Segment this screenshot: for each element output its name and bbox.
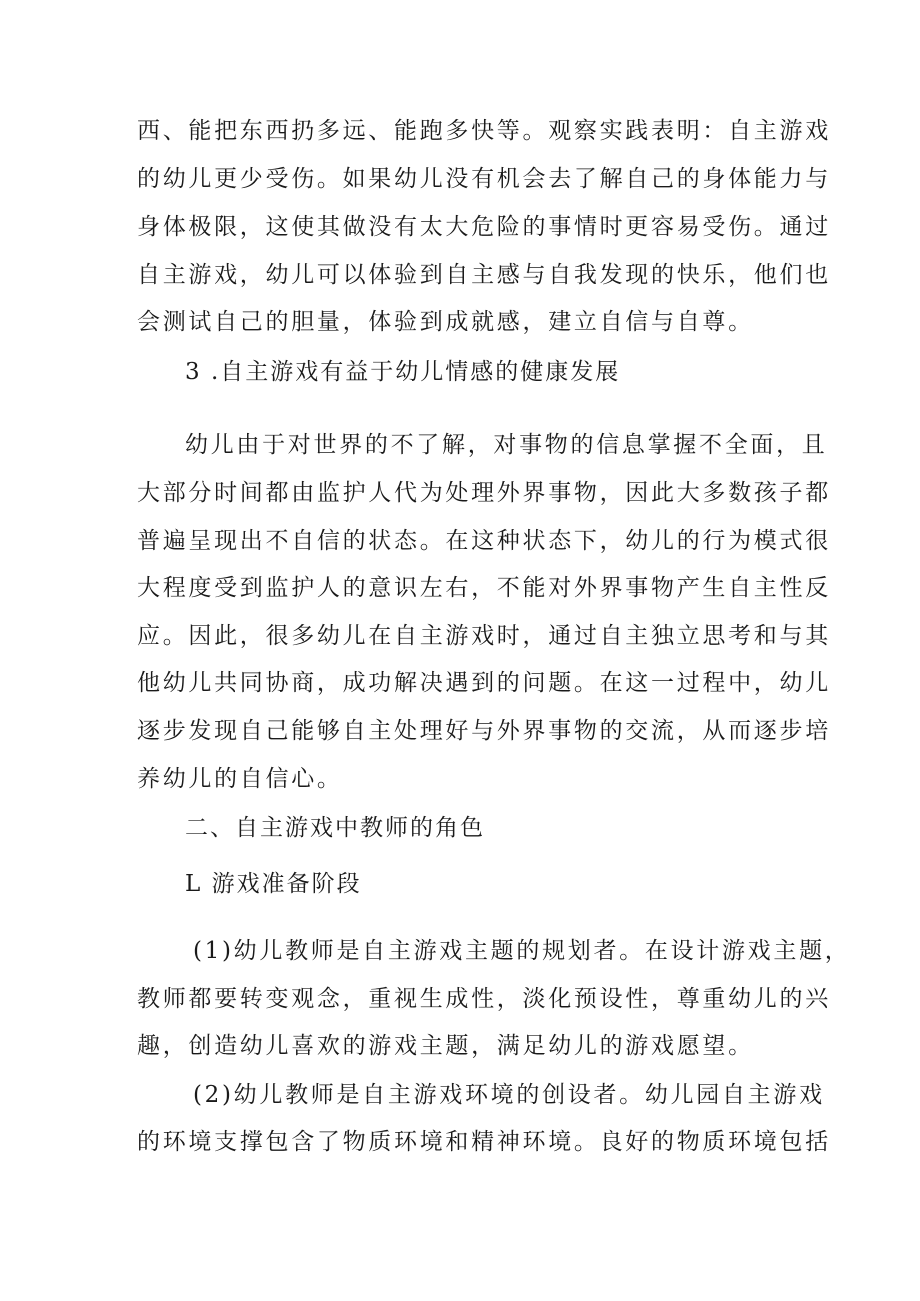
text-line: 逐步发现自己能够自主处理好与外界事物的交流，从而逐步培 (137, 718, 831, 744)
subheading-1: L 游戏准备阶段 (185, 871, 362, 897)
text-line: 的幼儿更少受伤。如果幼儿没有机会去了解自己的身体能力与 (137, 166, 831, 192)
text-line: 幼儿由于对世界的不了解，对事物的信息掌握不全面，且 (185, 432, 828, 458)
heading-3: 3 .自主游戏有益于幼儿情感的健康发展 (185, 359, 621, 385)
text-line: 大程度受到监护人的意识左右，不能对外界事物产生自主性反 (137, 575, 831, 601)
text-line: 应。因此，很多幼儿在自主游戏时，通过自主独立思考和与其 (137, 623, 831, 649)
text-line: 他幼儿共同协商，成功解决遇到的问题。在这一过程中，幼儿 (137, 670, 831, 696)
text-line: 教师都要转变观念，重视生成性，淡化预设性，尊重幼儿的兴 (137, 986, 831, 1012)
text-line: 趣，创造幼儿喜欢的游戏主题，满足幼儿的游戏愿望。 (137, 1033, 754, 1059)
text-line: 会测试自己的胆量，体验到成就感，建立自信与自尊。 (137, 309, 754, 335)
text-line: 养幼儿的自信心。 (137, 766, 343, 792)
text-line: (1)幼儿教师是自主游戏主题的规划者。在设计游戏主题， (193, 938, 851, 964)
text-line: 身体极限，这使其做没有太大危险的事情时更容易受伤。通过 (137, 214, 831, 240)
text-line: 的环境支撑包含了物质环境和精神环境。良好的物质环境包括 (137, 1129, 831, 1155)
text-line: (2)幼儿教师是自主游戏环境的创设者。幼儿园自主游戏 (193, 1082, 825, 1108)
text-line: 西、能把东西扔多远、能跑多快等。观察实践表明：自主游戏 (137, 118, 831, 144)
text-line: 大部分时间都由监护人代为处理外界事物，因此大多数孩子都 (137, 480, 831, 506)
section-heading-2: 二、自主游戏中教师的角色 (185, 815, 485, 841)
text-line: 自主游戏，幼儿可以体验到自主感与自我发现的快乐，他们也 (137, 262, 831, 288)
text-line: 普遍呈现出不自信的状态。在这种状态下，幼儿的行为模式很 (137, 528, 831, 554)
